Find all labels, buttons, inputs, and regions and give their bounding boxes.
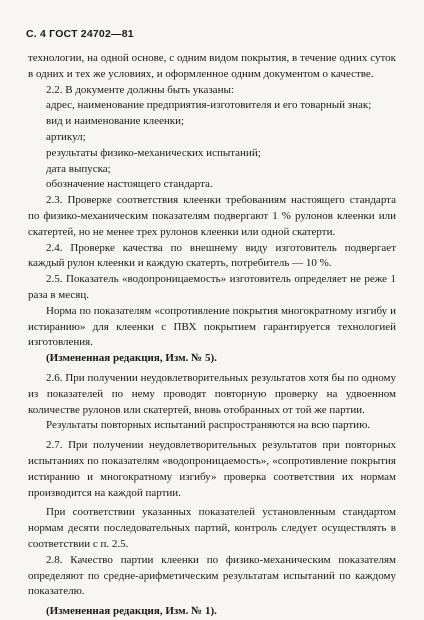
clause-2-6: 2.6. При получении неудовлетворительных результатов хотя бы по одному из показателей по нему проводят повторную проверку на удвоенном количестве рулонов или скатертей, вновь отобранных от той же партии. xyxy=(28,371,396,416)
clause-2-8: 2.8. Качество партии клеенки по физико-механическим показателям определяют по средне-арифметическим результатам испытаний по каждому показателю. xyxy=(28,553,396,598)
clause-2-2-list xyxy=(28,98,396,193)
list-item: артикул; xyxy=(46,130,86,143)
list-item: дата выпуска; xyxy=(46,162,111,175)
intro-paragraph: технологии, на одной основе, с одним видом покрытия, в течение одних суток в одних и тех же условиях, и оформленное одним документом о качестве. xyxy=(28,52,396,80)
list-item: обозначение настоящего стандарта. xyxy=(46,178,213,191)
clause-2-7-note: При соответствии указанных показателей установленным стандартом нормам десяти последовательных партий, контроль следует осуществлять в соответствии с п. 2.5. xyxy=(28,506,396,550)
list-item: результаты физико-механических испытаний; xyxy=(46,146,261,159)
amendment-note-5: (Измененная редакция, Изм. № 5). xyxy=(46,352,217,365)
document-body xyxy=(28,51,396,620)
clause-2-4: 2.4. Проверке качества по внешнему виду изготовитель подвергает каждый рулон клеенки и каждую скатерть, потребитель — 10 %. xyxy=(28,241,396,270)
amendment-note-1: (Измененная редакция, Изм. № 1). xyxy=(46,605,217,618)
clause-2-3: 2.3. Проверке соответствия клеенки требованиям настоящего стандарта по физико-механическим показателям подвергают 1 % рулонов клеенки или скатертей, но не менее трех рулонов клеенки или одной скатерти. xyxy=(28,194,396,238)
page-header: С. 4 ГОСТ 24702—81 xyxy=(26,28,134,40)
list-item: адрес, наименование предприятия-изготовителя и его товарный знак; xyxy=(46,99,372,112)
clause-2-5-norm: Норма по показателям «сопротивление покрытия многократному изгибу и истиранию» для клеенки с ПВХ покрытием гарантируется технологией изготовления. xyxy=(28,304,396,349)
clause-2-6-result: Результаты повторных испытаний распространяются на всю партию. xyxy=(46,419,371,432)
list-item: вид и наименование клеенки; xyxy=(46,115,185,128)
clause-2-5: 2.5. Показатель «водопроницаемость» изготовитель определяет не реже 1 раза в месяц. xyxy=(28,273,396,301)
clause-2-7: 2.7. При получении неудовлетворительных результатов при повторных испытаниях по показателям «водопроницаемость», «сопротивление покрытия истиранию и многократному изгибу» проверка соответствия их нормам производится на каждой партии. xyxy=(28,439,396,499)
clause-2-2-lead: 2.2. В документе должны быть указаны: xyxy=(46,83,234,96)
